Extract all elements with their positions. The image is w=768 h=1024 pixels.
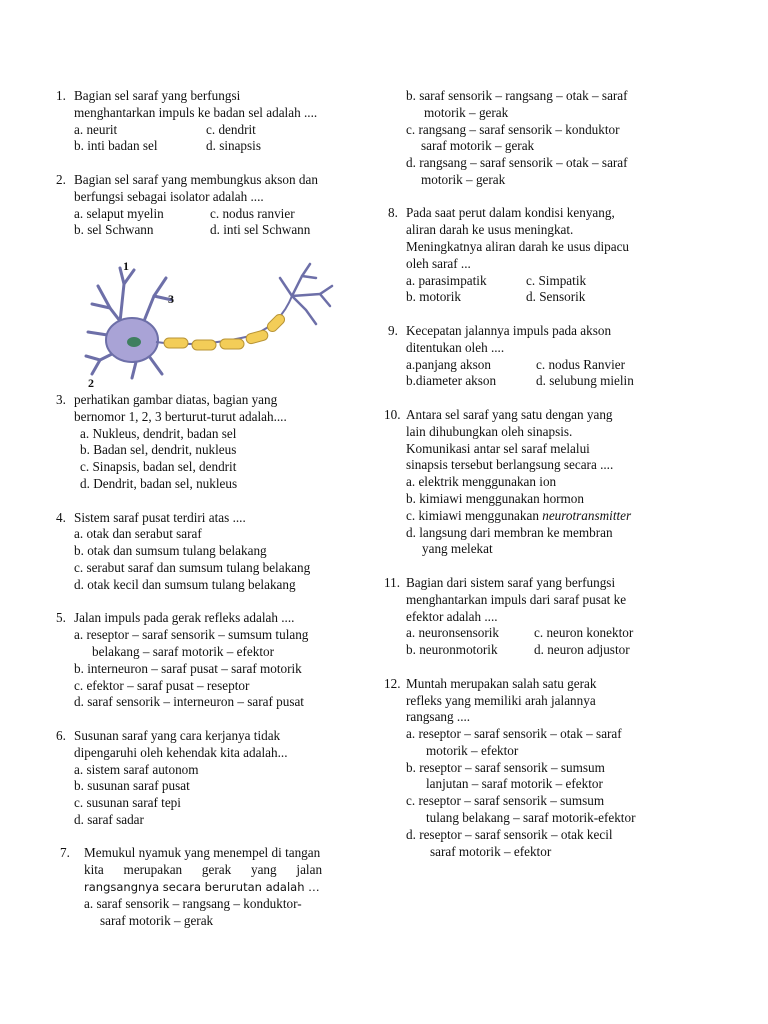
option-list (56, 627, 376, 711)
option-c-italic: neurotransmitter (542, 507, 632, 523)
question-number: 11. (384, 574, 400, 590)
figure-label-1: 1 (123, 259, 129, 273)
question-stem: Pada saat perut dalam kondisi kenyang, aliran darah ke usus meningkat. Meningkatnya aliran darah ke usus dipacu oleh saraf ... (406, 205, 630, 271)
question-stem: Susunan saraf yang cara kerjanya tidak dipengaruhi oleh kehendak kita adalah... (74, 727, 288, 760)
option-b: b. Badan sel, dendrit, nukleus (80, 442, 237, 458)
question-7 (60, 845, 376, 929)
option-list (384, 474, 684, 558)
question-number: 3. (56, 391, 66, 407)
option-c: c. Simpatik (526, 272, 587, 288)
option-d: d. sinapsis (206, 138, 261, 154)
option-b: b. neuronmotorik (406, 642, 498, 658)
option-list (384, 88, 684, 189)
option-c-cont: tulang belakang – saraf motorik-efektor (426, 810, 636, 826)
option-c: c. nodus Ranvier (536, 356, 625, 372)
question-7-continued (384, 88, 684, 189)
option-c: c. kimiawi menggunakan neurotransmitter (406, 507, 632, 523)
option-row (384, 289, 684, 306)
figure-label-3: 3 (168, 292, 174, 306)
option-d-cont: motorik – gerak (421, 171, 506, 187)
right-column (384, 88, 684, 877)
option-row (384, 642, 684, 659)
option-c: c. reseptor – saraf sensorik – sumsum (406, 793, 605, 809)
option-a: a. neuronsensorik (406, 625, 500, 641)
question-2 (56, 172, 376, 239)
option-b: b. susunan saraf pusat (74, 778, 190, 794)
figure-label-2: 2 (88, 376, 94, 390)
option-row (56, 138, 376, 155)
option-row (384, 625, 684, 642)
option-d: d. saraf sadar (74, 811, 144, 827)
option-d: d. inti sel Schwann (210, 222, 311, 238)
option-b: b. reseptor – saraf sensorik – sumsum (406, 759, 605, 775)
question-number: 7. (60, 845, 70, 861)
option-d: d. rangsang – saraf sensorik – otak – saraf (406, 155, 628, 171)
option-a: a. reseptor – saraf sensorik – sumsum tulang (74, 627, 309, 643)
question-stem: Bagian sel saraf yang membungkus akson dan berfungsi sebagai isolator adalah .... (74, 171, 318, 204)
option-c: c. Sinapsis, badan sel, dendrit (80, 459, 237, 475)
question-number: 6. (56, 727, 66, 743)
myelin-sheath (164, 312, 287, 350)
option-a: a. selaput myelin (74, 205, 164, 221)
option-c: c. dendrit (206, 121, 256, 137)
question-5 (56, 610, 376, 711)
question-number: 2. (56, 171, 66, 187)
question-3 (56, 392, 376, 493)
option-b: b. otak dan sumsum tulang belakang (74, 543, 267, 559)
option-list (60, 896, 376, 930)
question-number: 9. (388, 322, 398, 338)
neuron-diagram (80, 256, 340, 386)
question-stem: Jalan impuls pada gerak refleks adalah .... (74, 610, 295, 626)
question-number: 10. (384, 406, 401, 422)
question-number: 8. (388, 205, 398, 221)
option-d: d. neuron adjustor (534, 642, 630, 658)
option-a: a. saraf sensorik – rangsang – konduktor- (84, 895, 302, 911)
option-c-cont: saraf motorik – gerak (421, 138, 535, 154)
question-stem: Antara sel saraf yang satu dengan yang lain dihubungkan oleh sinapsis. Komunikasi antar sel saraf melalui sinapsis tersebut berlangsung secara .... (406, 406, 614, 473)
option-b-cont: motorik – gerak (424, 104, 509, 120)
option-b: b. interneuron – saraf pusat – saraf motorik (74, 660, 302, 676)
option-a: a. neurit (74, 121, 118, 137)
question-stem: perhatikan gambar diatas, bagian yang bernomor 1, 2, 3 berturut-turut adalah.... (74, 391, 287, 424)
question-4 (56, 510, 376, 594)
axon-terminals (280, 264, 332, 324)
option-b: b. saraf sensorik – rangsang – otak – saraf (406, 88, 628, 103)
option-c: c. efektor – saraf pusat – reseptor (74, 677, 250, 693)
option-b: b. motorik (406, 289, 461, 305)
question-11 (384, 575, 684, 659)
option-row (384, 357, 684, 374)
option-d: d. otak kecil dan sumsum tulang belakang (74, 576, 296, 592)
option-row (56, 206, 376, 223)
option-row (56, 222, 376, 239)
option-b: b. inti badan sel (74, 138, 158, 154)
question-12 (384, 676, 684, 861)
option-b-cont: lanjutan – saraf motorik – efektor (426, 776, 603, 792)
option-d: d. saraf sensorik – interneuron – saraf pusat (74, 694, 304, 710)
option-a-cont: motorik – efektor (426, 742, 519, 758)
option-c: c. serabut saraf dan sumsum tulang belakang (74, 559, 311, 575)
option-a: a. parasimpatik (406, 272, 487, 288)
option-d: d. reseptor – saraf sensorik – otak kecil (406, 826, 613, 842)
option-b: b. kimiawi menggunakan hormon (406, 490, 584, 506)
nucleus (127, 337, 141, 347)
option-a-cont: belakang – saraf motorik – efektor (92, 643, 274, 659)
question-stem: Muntah merupakan salah satu gerak refleks yang memiliki arah jalannya rangsang .... (406, 675, 597, 725)
question-stem: Bagian dari sistem saraf yang berfungsi menghantarkan impuls dari saraf pusat ke efektor adalah .... (406, 574, 627, 624)
option-list (56, 526, 376, 593)
question-stem: Sistem saraf pusat terdiri atas .... (74, 509, 246, 525)
option-c: c. rangsang – saraf sensorik – konduktor (406, 121, 620, 137)
option-row (56, 122, 376, 139)
option-c: c. susunan saraf tepi (74, 795, 181, 811)
question-number: 12. (384, 675, 401, 691)
option-b: b.diameter akson (406, 373, 497, 389)
question-number: 1. (56, 88, 66, 103)
option-a: a. otak dan serabut saraf (74, 526, 202, 542)
question-number: 4. (56, 509, 66, 525)
question-stem: Kecepatan jalannya impuls pada akson ditentukan oleh .... (406, 322, 612, 355)
option-d-cont: yang melekat (422, 541, 493, 557)
option-a: a. elektrik menggunakan ion (406, 474, 557, 490)
question-8 (384, 205, 684, 306)
option-d-cont: saraf motorik – efektor (430, 843, 552, 859)
option-d: d. Dendrit, badan sel, nukleus (80, 475, 238, 491)
option-a: a. sistem saraf autonom (74, 761, 199, 777)
option-a: a. Nukleus, dendrit, badan sel (80, 425, 237, 441)
option-d: d. langsung dari membran ke membran (406, 524, 613, 540)
question-number: 5. (56, 610, 66, 626)
question-6 (56, 728, 376, 829)
option-row (384, 273, 684, 290)
question-stem: Bagian sel saraf yang berfungsi menghantarkan impuls ke badan sel adalah .... (74, 88, 318, 120)
option-c: c. neuron konektor (534, 625, 634, 641)
question-1 (56, 88, 376, 155)
option-row (384, 373, 684, 390)
option-list (384, 726, 684, 860)
question-10 (384, 407, 684, 558)
option-d: d. selubung mielin (536, 373, 634, 389)
question-9 (384, 323, 684, 390)
question-stem: Memukul nyamuk yang menempel di tangan kita merupakan gerak yang jalan rangsangnya secara berurutan adalah … (84, 845, 323, 895)
option-b: b. sel Schwann (74, 222, 154, 238)
option-a: a.panjang akson (406, 356, 491, 372)
left-column (56, 88, 376, 946)
option-d: d. Sensorik (526, 289, 586, 305)
option-c: c. nodus ranvier (210, 205, 295, 221)
option-list (56, 426, 376, 493)
option-a-cont: saraf motorik – gerak (100, 912, 214, 928)
option-list (56, 762, 376, 829)
option-a: a. reseptor – saraf sensorik – otak – saraf (406, 726, 622, 742)
